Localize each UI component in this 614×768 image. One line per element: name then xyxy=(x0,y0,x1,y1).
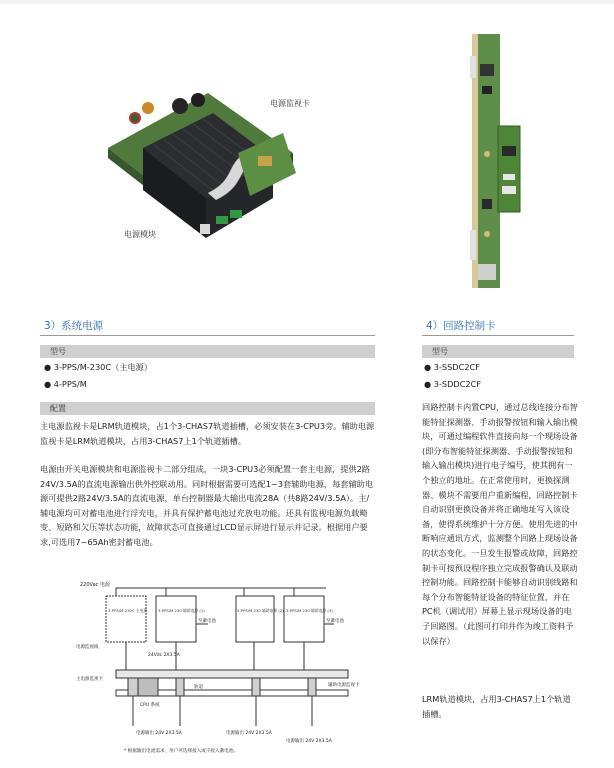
diagram-cpu-label: CPU 系统 xyxy=(140,703,160,708)
power-section-title: 3）系统电源 xyxy=(44,320,104,332)
diagram-output-bottom-1: 电源输出 24V 2X3.5A xyxy=(136,731,182,736)
diagram-input-label: 220Vac 电源 xyxy=(80,582,110,588)
power-module-photo xyxy=(88,78,298,258)
loop-model-header-text: 型号 xyxy=(432,347,448,356)
loop-section-title: 4）回路控制卡 xyxy=(426,320,496,332)
power-config-header-text: 配置 xyxy=(50,404,66,413)
diagram-output-bottom-3: 电源输出 24V 2X3.5A xyxy=(286,739,332,744)
power-title-rule xyxy=(40,335,375,336)
diagram-aux-card-label: 辅助电源监视卡 xyxy=(328,683,360,688)
power-model-item: ● 4-PPS/M xyxy=(44,379,87,389)
diagram-battery-main: 至蓄电池 xyxy=(198,619,216,624)
top-border xyxy=(0,0,614,4)
diagram-psu-aux1: 3-PPS/M 230 辅助电源 (1) xyxy=(158,608,205,613)
power-config-header xyxy=(40,402,375,415)
loop-model-item: ● 3-SSDC2CF xyxy=(424,362,480,372)
diagram-main-card-label: 主电源监视卡 xyxy=(76,677,103,682)
diagram-psu-main: 3-PPS/M-230C 主电源 xyxy=(108,608,148,613)
power-wiring-diagram xyxy=(76,576,362,756)
loop-model-text: 3-SSDC2CF xyxy=(433,362,480,372)
power-module-label: 电源模块 xyxy=(124,230,156,239)
diagram-psu-aux2: 3-PPS/M 230 辅助电源 (2) xyxy=(237,608,284,613)
loop-title-rule xyxy=(422,335,574,336)
loop-description: 回路控制卡内置CPU，通过总线连接分布智能特征探测器、手动报警按钮和输入输出模块，可通过编程软件直接向每一个现场设备(即分布智能特征探测器、手动报警按钮和输入输出模块)进行电子编号，使其拥有一个独立的地址。在正常使用时，更换探测器、模块不需要用户重新编程，回路控制卡自动识别更换设备并将正确地址写入该设备，使得系统维护十分方便。使用先进的中断响应通讯方式，监测整个回路上现场设备的状态变化。一旦发生报警或故障，回路控制卡可按预设程序独立完成报警确认及联动控制功能。回路控制卡能够自动识别线路和每个分布智能特征设备的特征位置，并在PC机（调试用）屏幕上显示现场设备的电子回路图。（此图可打印并作为竣工资料予以保存） xyxy=(422,402,578,646)
power-model-text: 4-PPS/M xyxy=(53,379,87,389)
power-monitor-card-label: 电源监视卡 xyxy=(270,99,310,108)
power-model-item: ● 3-PPS/M-230C（主电源） xyxy=(44,362,153,372)
diagram-battery-aux: 至蓄电池 xyxy=(326,619,344,624)
power-model-header xyxy=(40,345,375,358)
power-config-paragraph-1: 主电源监视卡是LRM轨道模块，占1个3-CHAS7轨道插槽，必须安装在3-CPU3旁。辅助电源监视卡是LRM轨道模块，占用3-CHAS7上1个轨道插槽。 xyxy=(40,421,375,446)
loop-model-header xyxy=(422,345,574,358)
power-config-paragraph-2: 电源由开关电源模块和电源监视卡二部分组成，一块3-CPU3必须配置一套主电源，提供2路24V/3.5A的直流电源输出供外控联动用。同时根据需要可选配1~3套辅助电源，每套辅助电源可提供2路24V/3.5A的直流电源，单台控制器最大输出电流28A（共8路24V/3.5A）。主/辅电源均可对蓄电池进行浮充电，并具有保护蓄电池过充放电功能。还具有监视电源负载畸变、短路和欠压等状态功能，故障状态可直接通过LCD显示屏进行显示并记录。根据用户要求,可选用7~65Ah密封蓄电池。 xyxy=(40,464,374,547)
diagram-output-24v: 24Vdc 2X3.5A xyxy=(148,653,180,658)
diagram-cable-label: 电源监视线 xyxy=(76,645,99,650)
power-model-header-text: 型号 xyxy=(50,347,66,356)
diagram-psu-aux3: 3-PPS/M 230 辅助电源 (3) xyxy=(286,608,333,613)
loop-controller-card-photo xyxy=(462,34,522,288)
loop-lrm-note: LRM轨道模块，占用3-CHAS7上1个轨道插槽。 xyxy=(422,694,571,719)
loop-model-text: 3-SDDC2CF xyxy=(433,379,482,389)
diagram-rail-label: 轨道 xyxy=(194,685,203,690)
diagram-output-bottom-2: 电源输出 24V 2X3.5A xyxy=(226,731,272,736)
loop-model-item: ● 3-SDDC2CF xyxy=(424,379,482,389)
diagram-note: * 根据输出电流需求，用户可选择接入或不接入蓄电池。 xyxy=(124,749,239,754)
power-model-text: 3-PPS/M-230C（主电源） xyxy=(53,362,153,372)
